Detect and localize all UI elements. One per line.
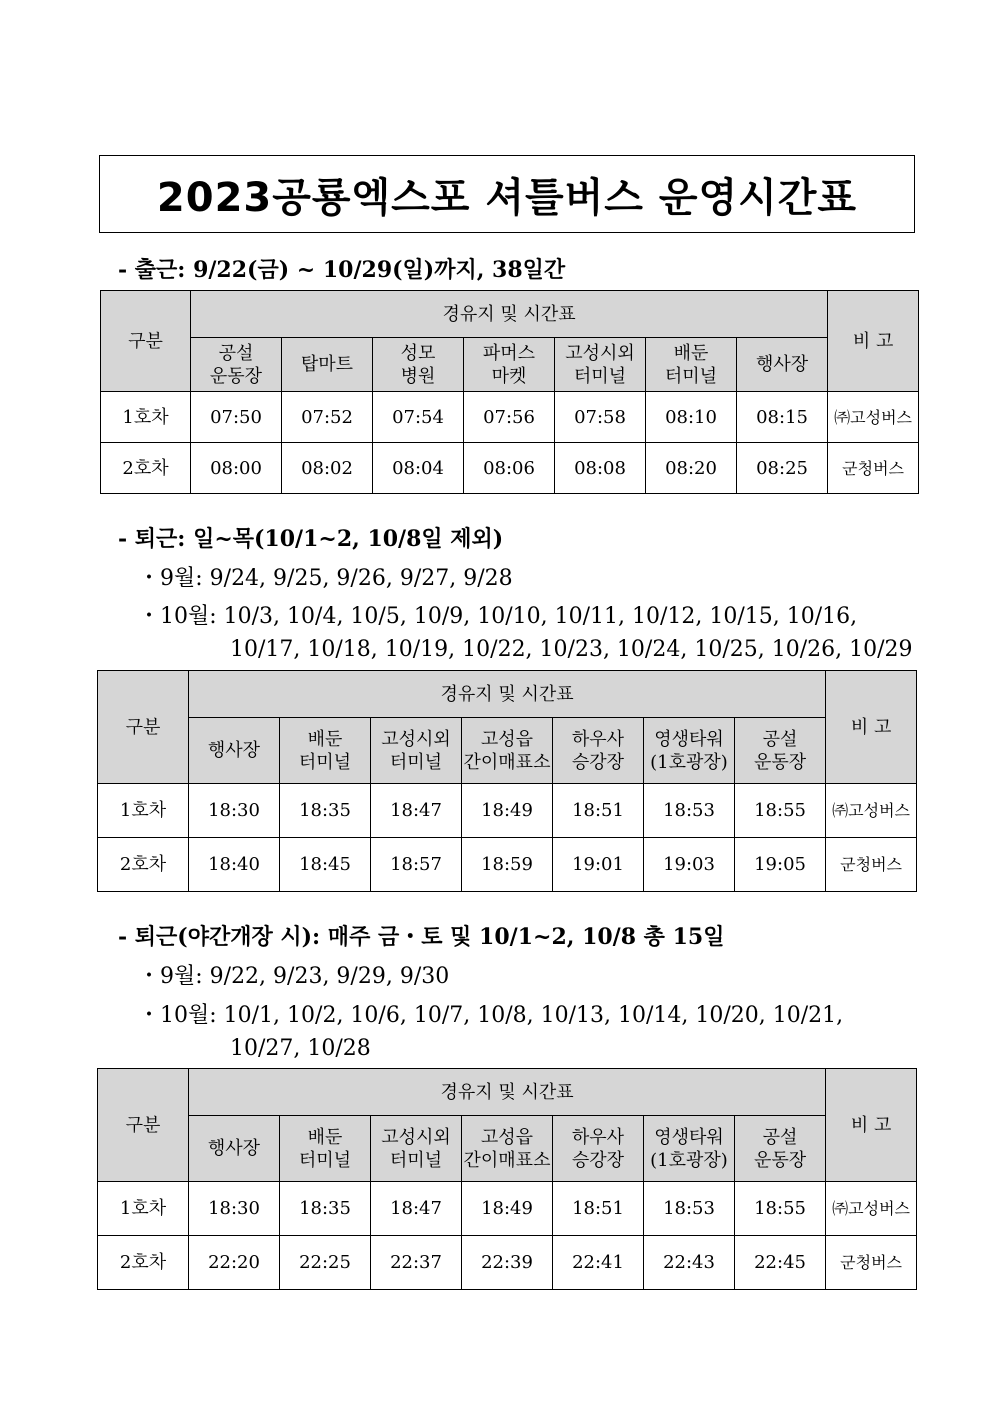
time-cell: 18:45 (280, 838, 371, 892)
time-cell: 22:25 (280, 1236, 371, 1290)
stop-name-line: 터미널 (298, 1149, 352, 1171)
stop-name-line: 터미널 (389, 751, 443, 773)
time-cell: 18:35 (280, 784, 371, 838)
table-row (98, 838, 917, 892)
table-row (101, 392, 919, 443)
time-cell: 07:58 (555, 392, 646, 443)
stop-header (280, 718, 371, 784)
table-row (98, 784, 917, 838)
stop-header (189, 1116, 280, 1182)
section-2-line-sep: ・9월: 9/24, 9/25, 9/26, 9/27, 9/28 (138, 566, 513, 591)
stop-header (191, 338, 282, 392)
time-cell: 18:51 (553, 784, 644, 838)
stop-header (282, 338, 373, 392)
note-cell: ㈜고성버스 (828, 392, 919, 443)
time-cell: 08:06 (464, 443, 555, 494)
time-cell: 19:01 (553, 838, 644, 892)
note-cell: 군청버스 (826, 1236, 917, 1290)
time-cell: 08:02 (282, 443, 373, 494)
table-row (98, 1182, 917, 1236)
stop-name-line: 운동장 (209, 365, 263, 387)
stop-name-line: 파머스 (482, 342, 536, 364)
time-cell: 08:15 (737, 392, 828, 443)
stop-header (371, 718, 462, 784)
stop-header (646, 338, 737, 392)
stop-header (462, 1116, 553, 1182)
time-cell: 18:30 (189, 784, 280, 838)
stop-header (644, 718, 735, 784)
bus-label: 1호차 (98, 1182, 189, 1236)
schedule-table (100, 290, 919, 494)
time-cell: 08:20 (646, 443, 737, 494)
note-cell: 군청버스 (828, 443, 919, 494)
time-cell: 18:55 (735, 784, 826, 838)
stop-header (644, 1116, 735, 1182)
section-3-line-oct: ・10월: 10/1, 10/2, 10/6, 10/7, 10/8, 10/13, 10/14, 10/20, 10/21, (138, 1003, 844, 1028)
bus-label: 2호차 (101, 443, 191, 494)
stop-name-line: 배둔 (307, 728, 343, 750)
time-cell: 18:35 (280, 1182, 371, 1236)
section-1-heading: - 출근: 9/22(금) ~ 10/29(일)까지, 38일간 (118, 257, 566, 283)
time-cell: 18:49 (462, 1182, 553, 1236)
bus-label: 2호차 (98, 1236, 189, 1290)
time-cell: 19:03 (644, 838, 735, 892)
page-title: 2023공룡엑스포 셔틀버스 운영시간표 (156, 174, 858, 221)
time-cell: 08:10 (646, 392, 737, 443)
bus-label: 1호차 (98, 784, 189, 838)
stop-name-line: 터미널 (389, 1149, 443, 1171)
stops-row (98, 718, 917, 784)
col-header-note: 비 고 (828, 291, 919, 392)
bus-label: 2호차 (98, 838, 189, 892)
stop-name-line: (1호광장) (650, 1149, 728, 1171)
stop-name-line: 간이매표소 (463, 751, 551, 773)
stop-name-line: 탑마트 (300, 354, 354, 375)
time-cell: 08:00 (191, 443, 282, 494)
stop-header (553, 1116, 644, 1182)
title-box (99, 155, 915, 233)
time-cell: 08:04 (373, 443, 464, 494)
stop-name-line: 행사장 (755, 354, 809, 375)
stop-header (737, 338, 828, 392)
time-cell: 22:37 (371, 1236, 462, 1290)
time-cell: 19:05 (735, 838, 826, 892)
stop-name-line: 병원 (400, 365, 436, 387)
note-cell: ㈜고성버스 (826, 784, 917, 838)
time-cell: 18:47 (371, 784, 462, 838)
stop-name-line: 고성시외 (565, 342, 635, 364)
stop-name-line: 공설 (218, 342, 254, 364)
header-row (98, 1069, 917, 1116)
time-cell: 18:47 (371, 1182, 462, 1236)
stop-name-line: 행사장 (207, 740, 261, 761)
schedule-table (97, 670, 917, 892)
stop-header (280, 1116, 371, 1182)
stop-name-line: 터미널 (664, 365, 718, 387)
time-cell: 07:54 (373, 392, 464, 443)
time-cell: 18:30 (189, 1182, 280, 1236)
section-2-line-oct-cont: 10/17, 10/18, 10/19, 10/22, 10/23, 10/24, 10/25, 10/26, 10/29 (230, 637, 913, 662)
section-3-line-sep: ・9월: 9/22, 9/23, 9/29, 9/30 (138, 964, 450, 989)
stop-name-line: 운동장 (753, 751, 807, 773)
stop-name-line: 고성시외 (381, 1126, 451, 1148)
time-cell: 08:25 (737, 443, 828, 494)
time-cell: 18:51 (553, 1182, 644, 1236)
stop-name-line: 터미널 (573, 365, 627, 387)
note-cell: 군청버스 (826, 838, 917, 892)
stop-header (735, 718, 826, 784)
stop-header (553, 718, 644, 784)
stop-name-line: 하우사 (571, 728, 625, 750)
stop-header (462, 718, 553, 784)
stop-name-line: 승강장 (571, 1149, 625, 1171)
stops-row (101, 338, 919, 392)
stop-header (371, 1116, 462, 1182)
section-2-line-oct: ・10월: 10/3, 10/4, 10/5, 10/9, 10/10, 10/11, 10/12, 10/15, 10/16, (138, 604, 858, 629)
time-cell: 18:53 (644, 784, 735, 838)
bus-label: 1호차 (101, 392, 191, 443)
time-cell: 22:45 (735, 1236, 826, 1290)
stop-name-line: 공설 (762, 1126, 798, 1148)
time-cell: 18:59 (462, 838, 553, 892)
stop-name-line: 마켓 (491, 365, 527, 387)
col-header-gubun: 구분 (101, 291, 191, 392)
stop-name-line: 영생타워 (654, 1126, 724, 1148)
group-header-stops: 경유지 및 시간표 (189, 1069, 826, 1116)
stop-name-line: 고성시외 (381, 728, 451, 750)
section-3-heading: - 퇴근(야간개장 시): 매주 금・토 및 10/1~2, 10/8 총 15일 (118, 924, 725, 950)
stop-name-line: 배둔 (673, 342, 709, 364)
time-cell: 18:40 (189, 838, 280, 892)
stop-name-line: 터미널 (298, 751, 352, 773)
stop-name-line: 공설 (762, 728, 798, 750)
time-cell: 22:41 (553, 1236, 644, 1290)
stop-name-line: 하우사 (571, 1126, 625, 1148)
stop-name-line: 승강장 (571, 751, 625, 773)
time-cell: 08:08 (555, 443, 646, 494)
header-row (98, 671, 917, 718)
group-header-stops: 경유지 및 시간표 (189, 671, 826, 718)
time-cell: 18:57 (371, 838, 462, 892)
stop-name-line: 고성읍 (480, 728, 534, 750)
stop-name-line: 고성읍 (480, 1126, 534, 1148)
table-row (98, 1236, 917, 1290)
col-header-note: 비 고 (826, 671, 917, 784)
group-header-stops: 경유지 및 시간표 (191, 291, 828, 338)
note-cell: ㈜고성버스 (826, 1182, 917, 1236)
section-3-line-oct-cont: 10/27, 10/28 (230, 1036, 371, 1061)
stops-row (98, 1116, 917, 1182)
stop-header (555, 338, 646, 392)
col-header-gubun: 구분 (98, 1069, 189, 1182)
time-cell: 22:39 (462, 1236, 553, 1290)
time-cell: 22:20 (189, 1236, 280, 1290)
col-header-note: 비 고 (826, 1069, 917, 1182)
time-cell: 07:56 (464, 392, 555, 443)
stop-name-line: 간이매표소 (463, 1149, 551, 1171)
section-2-heading: - 퇴근: 일~목(10/1~2, 10/8일 제외) (118, 526, 504, 552)
stop-name-line: 행사장 (207, 1138, 261, 1159)
stop-name-line: 영생타워 (654, 728, 724, 750)
time-cell: 18:55 (735, 1182, 826, 1236)
stop-name-line: 성모 (400, 342, 436, 364)
stop-name-line: 배둔 (307, 1126, 343, 1148)
table-row (101, 443, 919, 494)
schedule-table (97, 1068, 917, 1290)
time-cell: 07:52 (282, 392, 373, 443)
header-row (101, 291, 919, 338)
stop-header (189, 718, 280, 784)
stop-header (735, 1116, 826, 1182)
time-cell: 07:50 (191, 392, 282, 443)
stop-header (464, 338, 555, 392)
stop-header (373, 338, 464, 392)
time-cell: 18:53 (644, 1182, 735, 1236)
stop-name-line: 운동장 (753, 1149, 807, 1171)
col-header-gubun: 구분 (98, 671, 189, 784)
time-cell: 18:49 (462, 784, 553, 838)
stop-name-line: (1호광장) (650, 751, 728, 773)
time-cell: 22:43 (644, 1236, 735, 1290)
